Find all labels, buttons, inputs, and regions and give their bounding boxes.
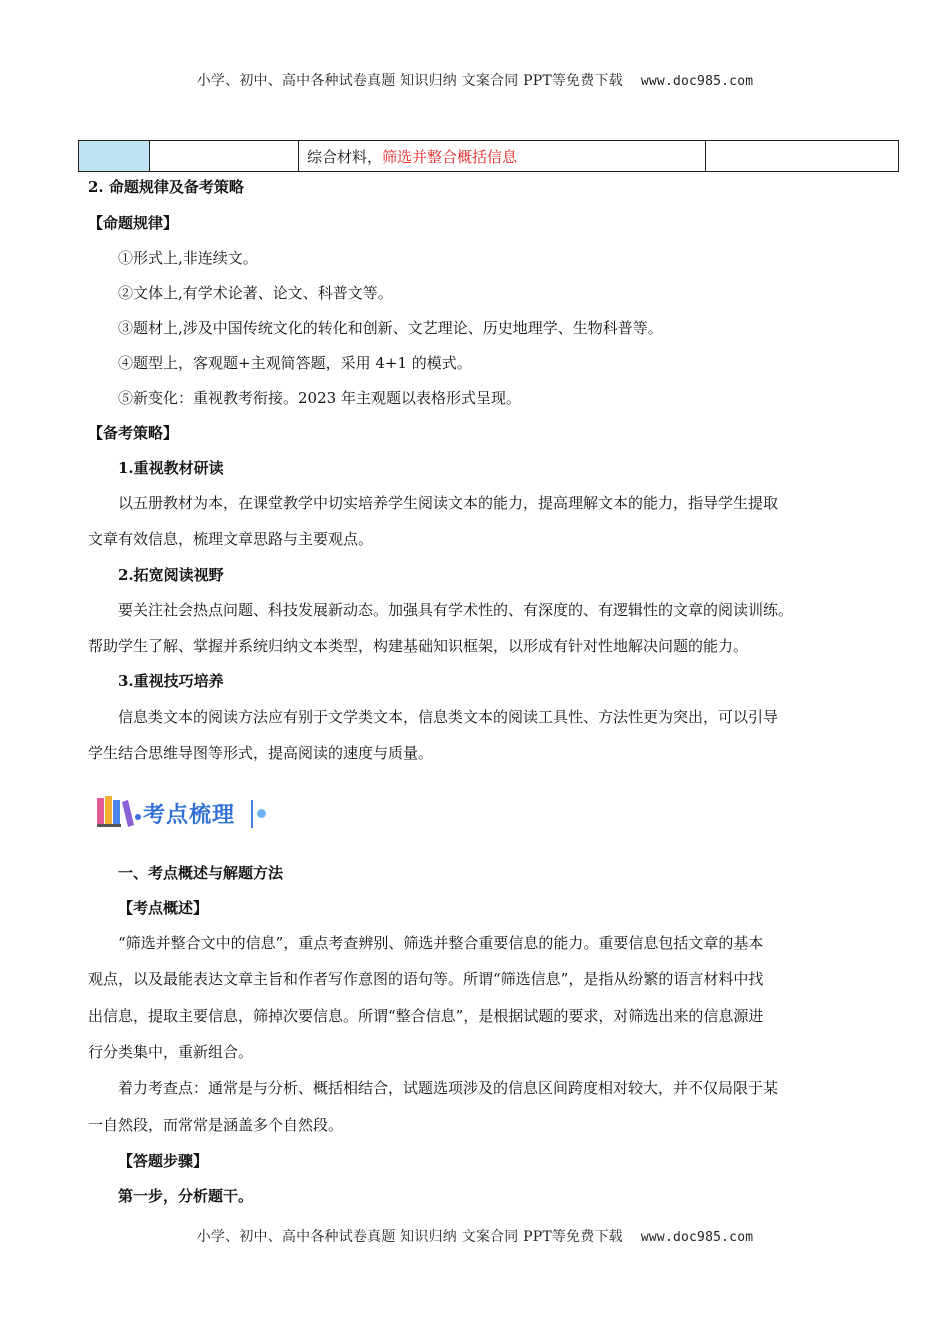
overview-title: 【考点概述】 <box>118 899 209 917</box>
table-cell-highlight: 筛选并整合概括信息 <box>382 147 518 166</box>
steps-title: 【答题步骤】 <box>118 1152 209 1170</box>
table-cell-prefix: 综合材料， <box>307 147 383 166</box>
overview-text: 出信息，提取主要信息，筛掉次要信息。所谓“整合信息”，是根据试题的要求，对筛选出来的信息源进 <box>88 1007 764 1025</box>
page-footer <box>0 1226 950 1246</box>
strategy-heading: 3.重视技巧培养 <box>118 672 224 690</box>
table-cell-empty-right <box>706 141 899 172</box>
section-heading: 2. 命题规律及备考策略 <box>88 178 244 196</box>
table-cell-empty <box>150 141 299 172</box>
overview-text: 观点，以及最能表达文章主旨和作者写作意图的语句等。所谓“筛选信息”，是指从纷繁的语言材料中找 <box>88 970 764 988</box>
books-icon <box>95 794 135 828</box>
table-cell-content <box>299 141 706 172</box>
section-one-heading: 一、考点概述与解题方法 <box>118 864 284 882</box>
focus-text: 着力考查点：通常是与分析、概括相结合，试题选项涉及的信息区间跨度相对较大，并不仅局限于某 <box>118 1079 779 1097</box>
focus-text: 一自然段，而常常是涵盖多个自然段。 <box>88 1116 344 1134</box>
rule-item: ②文体上,有学术论著、论文、科普文等。 <box>118 284 393 302</box>
strategy-text: 以五册教材为本，在课堂教学中切实培养学生阅读文本的能力，提高理解文本的能力，指导学生提取 <box>118 494 779 512</box>
page-header <box>0 70 950 90</box>
strategy-text: 要关注社会热点问题、科技发展新动态。加强具有学术性的、有深度的、有逻辑性的文章的阅读训练。 <box>118 601 794 619</box>
header-site: www.doc985.com <box>640 74 754 89</box>
banner-end-dot <box>257 809 266 818</box>
strategy-text: 帮助学生了解、掌握并系统归纳文本类型，构建基础知识框架，以形成有针对性地解决问题的能力。 <box>88 637 749 655</box>
footer-site: www.doc985.com <box>640 1230 754 1245</box>
strategy-text: 文章有效信息，梳理文章思路与主要观点。 <box>88 530 374 548</box>
strategy-heading: 2.拓宽阅读视野 <box>118 566 224 584</box>
strategy-text: 信息类文本的阅读方法应有别于文学类文本，信息类文本的阅读工具性、方法性更为突出，可以引导 <box>118 708 779 726</box>
strategy-title: 【备考策略】 <box>88 424 179 442</box>
strategy-text: 学生结合思维导图等形式，提高阅读的速度与质量。 <box>88 744 434 762</box>
rule-item: ③题材上,涉及中国传统文化的转化和创新、文艺理论、历史地理学、生物科普等。 <box>118 319 663 337</box>
step-one: 第一步，分析题干。 <box>118 1187 254 1205</box>
header-text: 小学、初中、高中各种试卷真题 知识归纳 文案合同 PPT等免费下载 <box>196 73 623 89</box>
table-shaded-cell <box>79 141 150 172</box>
overview-text: 行分类集中，重新组合。 <box>88 1043 254 1061</box>
strategy-heading: 1.重视教材研读 <box>118 459 224 477</box>
banner-dot <box>135 814 141 820</box>
rule-item: ④题型上，客观题+主观简答题，采用 4+1 的模式。 <box>118 354 472 372</box>
rule-item: ①形式上,非连续文。 <box>118 249 258 267</box>
banner-title: 考点梳理 <box>143 803 236 828</box>
continued-table <box>78 140 899 172</box>
rule-item: ⑤新变化：重视教考衔接。2023 年主观题以表格形式呈现。 <box>118 389 521 407</box>
section-banner <box>95 790 275 832</box>
rules-title: 【命题规律】 <box>88 214 179 232</box>
banner-cursor-bar <box>251 800 253 828</box>
footer-text: 小学、初中、高中各种试卷真题 知识归纳 文案合同 PPT等免费下载 <box>196 1229 623 1245</box>
overview-text: “筛选并整合文中的信息”，重点考查辨别、筛选并整合重要信息的能力。重要信息包括文章的基本 <box>118 934 764 952</box>
